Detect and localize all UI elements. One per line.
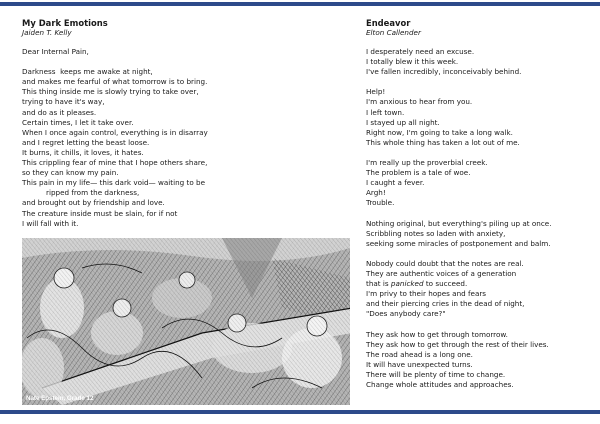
poem-line: It burns, it chills, it loves, it hates. [22, 147, 144, 157]
poem-line: I left town. [366, 107, 405, 117]
poem-line: and I regret letting the beast loose. [22, 137, 150, 147]
sketch-drawing-icon [22, 238, 350, 405]
poem-author: Elton Callender [366, 28, 421, 37]
poem-line: I caught a fever. [366, 178, 425, 188]
poem-line: so they can know my pain. [22, 168, 119, 178]
poem-line: I desperately need an excuse. [366, 47, 475, 56]
poem-line: The road ahead is a long one. [366, 349, 473, 359]
poem-line: There will be plenty of time to change. [366, 370, 506, 379]
poem-line: This pain in my life— this dark void— waiting to be [22, 178, 206, 188]
poem-line: This crippling fear of mine that I hope others share, [22, 158, 208, 168]
poem-line: Right now, I'm going to take a long walk. [366, 127, 513, 137]
poem-emphasis: panicked [390, 279, 424, 289]
poem-line: I will fall with it. [22, 218, 79, 228]
poem-line: I totally blew it this week. [366, 57, 459, 67]
poem-line: I'm really up the proverbial creek. [366, 158, 488, 168]
poem-line: and their piercing cries in the dead of night, [366, 299, 525, 309]
bottom-border [0, 410, 600, 414]
poem-title: Endeavor [366, 18, 411, 28]
poem-line: I stayed up all night. [366, 117, 440, 127]
poem-line: Help! [366, 87, 386, 97]
poem-line: ripped from the darkness, [46, 188, 140, 198]
poem-line: I'm privy to their hopes and fears [366, 289, 487, 299]
poem-line: trying to have it's way, [22, 97, 105, 107]
poem-line: Scribbling notes so laden with anxiety, [366, 228, 506, 238]
poem-line: It will have unexpected turns. [366, 359, 473, 369]
poem-line: Darkness keeps me awake at night, [22, 67, 153, 77]
top-border [0, 2, 600, 6]
poem-line: Trouble. [366, 198, 395, 208]
poem-line: Argh! [366, 188, 386, 198]
poem-line: Change whole attitudes and approaches. [366, 380, 514, 390]
poem-line [366, 279, 586, 289]
poem-line: "Does anybody care?" [366, 309, 446, 319]
poem-line: The problem is a tale of woe. [366, 168, 471, 178]
left-poem [22, 18, 342, 229]
artwork-illustration [22, 238, 350, 405]
poem-line: I'm anxious to hear from you. [366, 97, 473, 107]
artwork-caption: Nate Epstein, Grade 12 [26, 395, 94, 402]
poem-line: When I once again control, everything is in disarray [22, 127, 208, 137]
poem-line: seeking some miracles of postponement and balm. [366, 238, 551, 248]
poem-line: Nothing original, but everything's piling up at once. [366, 218, 552, 228]
poem-author: Jaiden T. Kelly [22, 28, 72, 37]
poem-line: They are authentic voices of a generation [366, 269, 517, 279]
poem-line: They ask how to get through tomorrow. [366, 329, 508, 339]
poem-line: This whole thing has taken a lot out of me. [366, 137, 520, 147]
poem-line: Nobody could doubt that the notes are real. [366, 258, 524, 268]
poem-line: and brought out by friendship and love. [22, 198, 165, 208]
poem-line: They ask how to get through the rest of their lives. [366, 339, 549, 349]
right-poem [366, 18, 586, 390]
poem-line-part: to succeed. [423, 279, 468, 289]
poem-title: My Dark Emotions [22, 18, 108, 28]
poem-line: This thing inside me is slowly trying to take over, [22, 87, 199, 97]
poem-line: I've fallen incredibly, inconceivably behind. [366, 67, 522, 77]
poem-line: and makes me fearful of what tomorrow is to bring. [22, 77, 208, 87]
poem-greeting: Dear Internal Pain, [22, 47, 89, 56]
poem-line: and do as it pleases. [22, 107, 97, 117]
poem-line: The creature inside must be slain, for if not [22, 208, 178, 218]
poem-line: Certain times, I let it take over. [22, 117, 134, 127]
poem-line-part: that is [366, 279, 391, 289]
